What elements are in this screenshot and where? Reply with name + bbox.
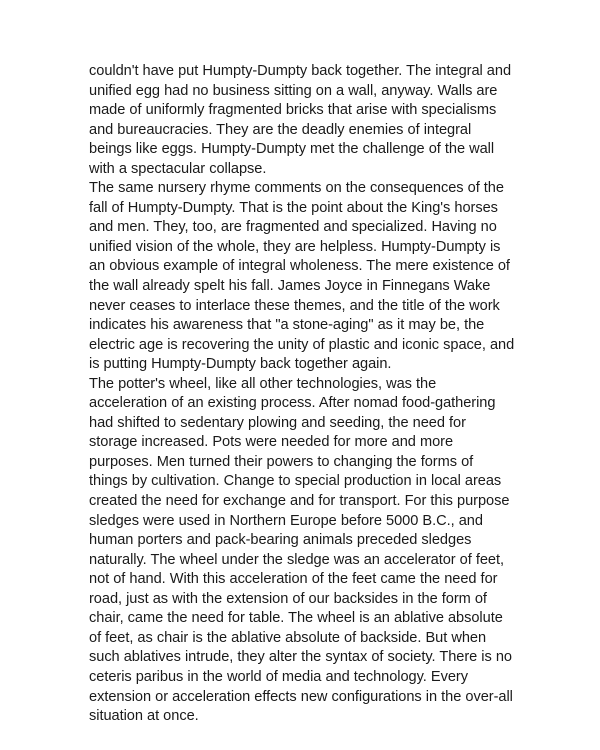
body-text-column bbox=[89, 62, 515, 727]
body-paragraph-2: The same nursery rhyme comments on the consequences of the fall of Humpty-Dumpty. That is the point about the King's horses and men. They, too, are fragmented and specialized. Having no unified vision of the whole, they are helpless. Humpty-Dumpty is an obvious example of integral wholeness. The mere existence of the wall already spelt his fall. James Joyce in Finnegans Wake never ceases to interlace these themes, and the title of the work indicates his awareness that "a stone-aging" as it may be, the electric age is recovering the unity of plastic and iconic space, and is putting Humpty-Dumpty back together again. bbox=[89, 180, 515, 373]
body-paragraph-3: The potter's wheel, like all other technologies, was the acceleration of an existing process. After nomad food-gathering had shifted to sedentary plowing and seeding, the need for storage increased. Pots were needed for more and more purposes. Men turned their powers to changing the forms of things by cultivation. Change to special production in local areas created the need for exchange and for transport. For this purpose sledges were used in Northern Europe before 5000 B.C., and human porters and pack-bearing animals preceded sledges naturally. The wheel under the sledge was an accelerator of feet, not of hand. With this acceleration of the feet came the need for road, just as with the extension of our backsides in the form of chair, came the need for table. The wheel is an ablative absolute of feet, as chair is the ablative absolute of backside. But when such ablatives intrude, they alter the syntax of society. There is no ceteris paribus in the world of media and technology. Every extension or acceleration effects new configurations in the over-all situation at once. bbox=[89, 375, 513, 725]
body-paragraph-1: couldn't have put Humpty-Dumpty back together. The integral and unified egg had no business sitting on a wall, anyway. Walls are made of uniformly fragmented bricks that arise with specialisms and bureaucracies. They are the deadly enemies of integral beings like eggs. Humpty-Dumpty met the challenge of the wall with a spectacular collapse. bbox=[89, 63, 512, 177]
